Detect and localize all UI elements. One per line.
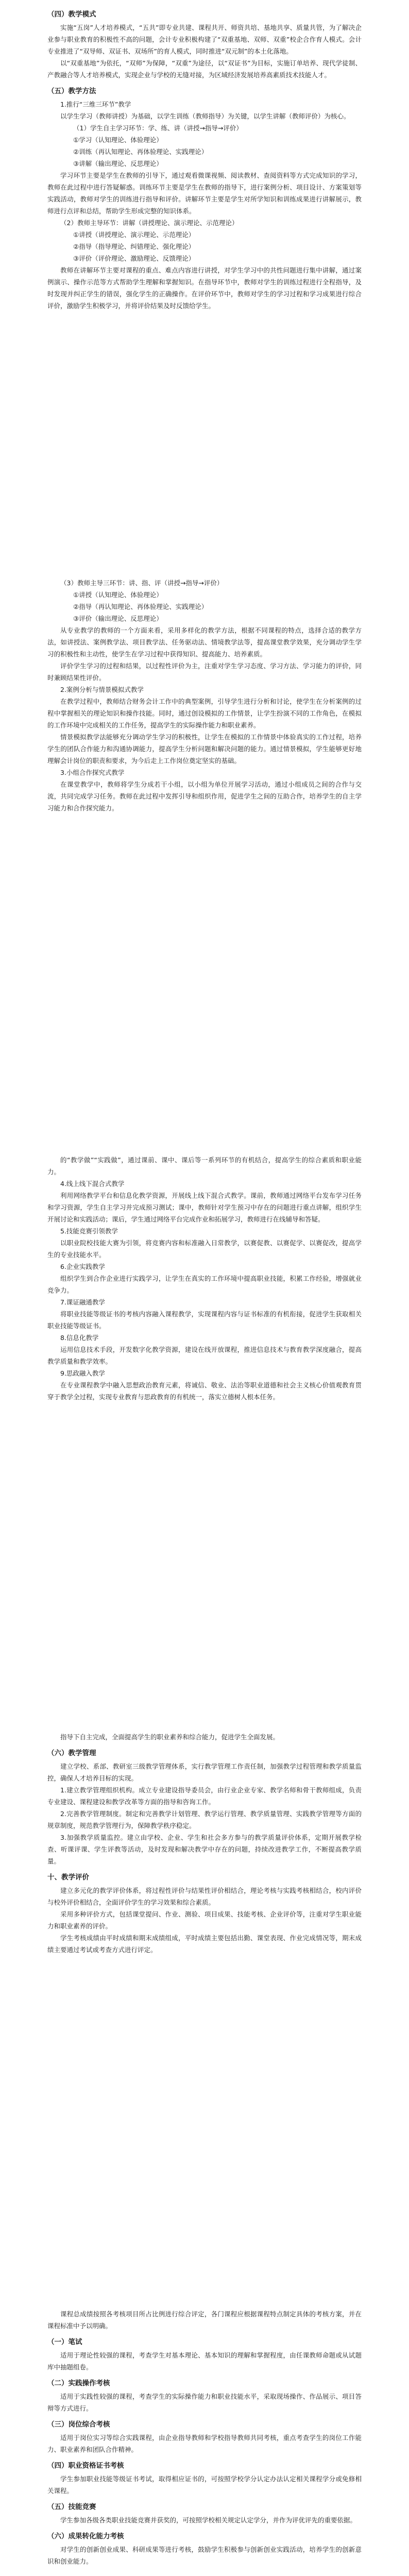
sub-item: ①学习（认知理论、体验理论） [73, 136, 163, 144]
section-heading: （二）实践操作考核 [47, 2379, 110, 2387]
paragraph: 在课堂教学中，教师将学生分成若干小组，以小组为单位开展学习活动，通过小组成员之间的合作与交流，共同完成学习任务。教师在此过程中发挥引导和组织作用，促进学生之间的互助合作，培养学生的自主学习能力和合作探究能力。 [47, 781, 362, 812]
document-page-2 [0, 577, 409, 814]
paragraph: 以学生学习（教师讲授）为基础，以学生训练（教师指导）为关键，以学生讲解（教师评价）为核心。 [60, 112, 350, 120]
paragraph: 适用于岗位实习等综合实践课程，由企业指导教师和学校指导教师共同考核，重点考查学生的岗位工作能力、职业素养和团队合作精神。 [47, 2434, 362, 2453]
sub-item: ③评价（输出理论、反思理论） [73, 615, 163, 622]
paragraph: 在教学过程中，教师结合财务会计工作中的典型案例，引导学生进行分析和讨论，使学生在分析案例的过程中掌握相关的理论知识和操作技能。同时，通过创设模拟的工作情景，让学生扮演不同的工作角色，在模拟的工作环境中完成相关的工作任务，提高学生的实际操作能力和职业素养。 [47, 698, 362, 729]
document-page-5 [0, 2308, 409, 2567]
page-content [0, 577, 409, 814]
document-page-1 [0, 4, 409, 312]
sub-item: ②指导（指导理论、纠错理论、强化理论） [73, 243, 195, 250]
page-content [0, 1731, 409, 1956]
paragraph: 采用多种评价方式，包括课堂提问、作业、测验、项目成果、技能考核、企业评价等，注重对学生职业能力和职业素养的评价。 [47, 1910, 362, 1930]
paragraph: 3.加强教学质量监控。建立由学校、企业、学生和社会多方参与的教学质量评价体系，定期开展教学检查、听课评课、学生评教等活动，及时发现和解决教学中存在的问题，持续改进教学工作，不断提高教学质量。 [47, 1834, 362, 1865]
paragraph: 学生参加各级各类职业技能竞赛并获奖的，可按照学校相关规定认定学分，并作为评优评先的重要依据。 [60, 2516, 357, 2524]
paragraph: 以职业院校技能大赛为引领，将竞赛内容和标准融入日常教学，以赛促教、以赛促学、以赛促改，提高学生的专业技能水平。 [47, 1239, 362, 1259]
section-heading: （五）教学方法 [47, 87, 96, 95]
section-heading: （六）成果转化能力考核 [47, 2532, 124, 2540]
paragraph: 将职业技能等级证书的考核内容融入课程教学，实现课程内容与证书标准的有机衔接，促进学生获取相关职业技能等级证书。 [47, 1310, 362, 1330]
sub-item: ①讲授（认知理论、体验理论） [73, 591, 163, 599]
paragraph: 适用于理论性较强的课程，考查学生对基本理论、基本知识的理解和掌握程度，由任课教师命题或从试题库中抽题组卷。 [47, 2351, 362, 2371]
paragraph: 3.小组合作探究式教学 [60, 769, 125, 776]
paragraph: 建立学校、系部、教研室三级教学管理体系，实行教学管理工作责任制，加强教学过程管理和教学质量监控，确保人才培养目标的实现。 [47, 1762, 362, 1782]
paragraph: 组织学生到合作企业进行实践学习，让学生在真实的工作环境中提高职业技能，积累工作经验，增强就业竞争力。 [47, 1275, 362, 1294]
paragraph: 指导下自主完成，全面提高学生的职业素养和综合能力，促进学生全面发展。 [60, 1733, 280, 1741]
sub-item: （1）学生自主学习环节：学、练、讲（讲授→指导→评价） [73, 124, 243, 132]
paragraph: 6.企业实践教学 [60, 1263, 105, 1270]
sub-item: ②指导（再认知理论、再体验理论、实践理论） [73, 603, 208, 611]
section-heading: （一）笔试 [47, 2338, 82, 2346]
paragraph: 实施“五岗”人才培养模式，“五共”即专业共建、课程共开、师资共培、基地共享、质量共管，为了解决企业参与职业教育的积极性不高的问题，会计专业积极构建了“双重基地、双师、双重”校企合作育人模式。会计专业推进了“双导师、双证书、双场所”的育人模式，同时推进“双元制”的本土化落地。 [47, 24, 362, 55]
paragraph: 1.推行“三维三环节”教学 [60, 100, 131, 108]
paragraph: 情景模拟教学法能够充分调动学生学习的积极性，让学生在模拟的工作情景中体验真实的工作过程，培养学生的团队合作能力和沟通协调能力，提高学生分析问题和解决问题的能力。通过情景模拟，学生能够更好地理解会计岗位的职责和要求，为今后走上工作岗位奠定坚实的基础。 [47, 733, 362, 765]
paragraph: 的“教学做”“实践做”，通过课前、课中、课后等一系列环节的有机结合，提高学生的综合素质和职业能力。 [47, 1156, 362, 1176]
paragraph: 2.案例分析与情景模拟式教学 [60, 686, 144, 693]
paragraph: 在专业课程教学中融入思想政治教育元素，将诚信、敬业、法治等职业道德和社会主义核心价值观教育贯穿于教学全过程，实现专业教育与思政教育的有机统一，落实立德树人根本任务。 [47, 1381, 362, 1401]
paragraph: 以“双重基地”为依托，“双师”为保障，“双重”为途径，以“双证书”为目标，实施订单培养、现代学徒制、产教融合等人才培养模式，实现企业与学校的无缝对接，为区域经济发展培养高素质技术技能人才。 [47, 59, 362, 79]
sub-item: ①讲授（讲授理论、演示理论、示范理论） [73, 231, 195, 239]
paragraph: 1.建立教学管理组织机构。成立专业建设指导委员会，由行业企业专家、教学名师和骨干教师组成，负责专业建设、课程建设和教学改革等方面的指导和咨询工作。 [47, 1786, 362, 1806]
page-content [0, 8, 409, 312]
paragraph: 建立多元化的教学评价体系，将过程性评价与结果性评价相结合，理论考核与实践考核相结合，校内评价与校外评价相结合，全面评价学生的学习效果和综合素质。 [47, 1887, 362, 1906]
paragraph: 学生考核成绩由平时成绩和期末成绩组成，平时成绩主要包括出勤、课堂表现、作业完成情况等，期末成绩主要通过考试或考查方式进行评定。 [47, 1934, 362, 1954]
paragraph: 9.思政融入教学 [60, 1369, 105, 1377]
paragraph: 对学生的创新创业成果、科研成果等进行考核，鼓励学生积极参与创新创业实践活动，培养学生的创新意识和创业能力。 [47, 2546, 362, 2565]
paragraph: 适用于实践性较强的课程，考查学生的实际操作能力和职业技能水平，采取现场操作、作品展示、项目答辩等方式进行。 [47, 2393, 362, 2412]
paragraph: 评价学生学习的过程和结果，以过程性评价为主，注重对学生学习态度、学习方法、学习能力的评价，同时兼顾结果性评价。 [47, 662, 362, 682]
sub-item: ③讲解（输出理论、反思理论） [73, 160, 163, 167]
section-heading: （四）教学模式 [47, 10, 96, 19]
paragraph: （3）教师主导三环节：讲、指、评（讲授→指导→评价） [60, 579, 224, 587]
section-heading: （六）教学管理 [47, 1749, 96, 1757]
paragraph: 学习环节主要是学生在教师的引导下，通过观看微课视频、阅读教材、查阅资料等方式完成知识的学习，教师在此过程中进行答疑解惑。训练环节主要是学生在教师的指导下，进行案例分析、项目设计、方案策划等实践活动，教师对学生的训练进行指导和评价。讲解环节主要是学生对所学知识和训练成果进行讲解展示，教师进行点评和总结，帮助学生形成完整的知识体系。 [47, 172, 362, 215]
paragraph: 课程总成绩按照各考核项目所占比例进行综合评定，各门课程应根据课程特点制定具体的考核方案，并在课程标准中予以明确。 [47, 2310, 362, 2330]
document-page-4 [0, 1731, 409, 1956]
paragraph: （2）教师主导环节：讲解（讲授理论、演示理论、示范理论） [60, 219, 238, 227]
sub-item: ②训练（再认知理论、再体验理论、实践理论） [73, 148, 208, 156]
paragraph: 7.课证融通教学 [60, 1298, 105, 1306]
document-page-3 [0, 1154, 409, 1403]
page-content [0, 1154, 409, 1403]
paragraph: 运用信息技术手段，开发数字化教学资源，建设在线开放课程，推进信息技术与教育教学深度融合，提高教学质量和教学效率。 [47, 1346, 362, 1365]
section-heading: （五）技能竞赛 [47, 2503, 96, 2511]
section-heading: （四）职业资格证书考核 [47, 2462, 124, 2470]
paragraph: 教师在讲解环节主要对课程的重点、难点内容进行讲授，对学生学习中的共性问题进行集中讲解，通过案例演示、操作示范等方式帮助学生理解和掌握知识。在指导环节中，教师对学生的训练过程进行全程指导，及时发现并纠正学生的错误，强化学生的正确操作。在评价环节中，教师对学生的学习过程和学习成果进行综合评价，激励学生积极学习，并将评价结果及时反馈给学生。 [47, 266, 362, 310]
sub-item: ③评价（评价理论、激励理论、反馈理论） [73, 255, 195, 262]
paragraph: 学生参加职业技能等级证书考试，取得相应证书的，可按照学校学分认定办法认定相关课程学分或免修相关课程。 [47, 2475, 362, 2495]
paragraph: 4.线上线下混合式教学 [60, 1180, 125, 1188]
paragraph: 利用网络教学平台和信息化教学资源，开展线上线下混合式教学。课前，教师通过网络平台发布学习任务和学习资源，学生自主学习并完成预习测试；课中，教师针对学生预习中存在的问题进行重点讲解，组织学生开展讨论和实践活动；课后，学生通过网络平台完成作业和拓展学习，教师进行在线辅导和答疑。 [47, 1192, 362, 1223]
section-heading: 十、教学评价 [47, 1873, 89, 1882]
paragraph: 从专业教学的教师的一个方面来看，采用多样化的教学方法，根据不同课程的特点，选择合适的教学方法，如讲授法、案例教学法、项目教学法、任务驱动法、情境教学法等，提高课堂教学效果，充分调动学生学习的积极性和主动性，使学生在学习过程中获得知识、提高能力、培养素质。 [47, 626, 362, 658]
paragraph: 2.完善教学管理制度。制定和完善教学计划管理、教学运行管理、教学质量管理、实践教学管理等方面的规章制度，规范教学管理行为，保障教学秩序稳定。 [47, 1810, 362, 1829]
section-heading: （三）岗位综合考核 [47, 2420, 110, 2429]
paragraph: 8.信息化教学 [60, 1334, 99, 1342]
page-content [0, 2308, 409, 2567]
paragraph: 5.技能竞赛引领教学 [60, 1227, 118, 1235]
